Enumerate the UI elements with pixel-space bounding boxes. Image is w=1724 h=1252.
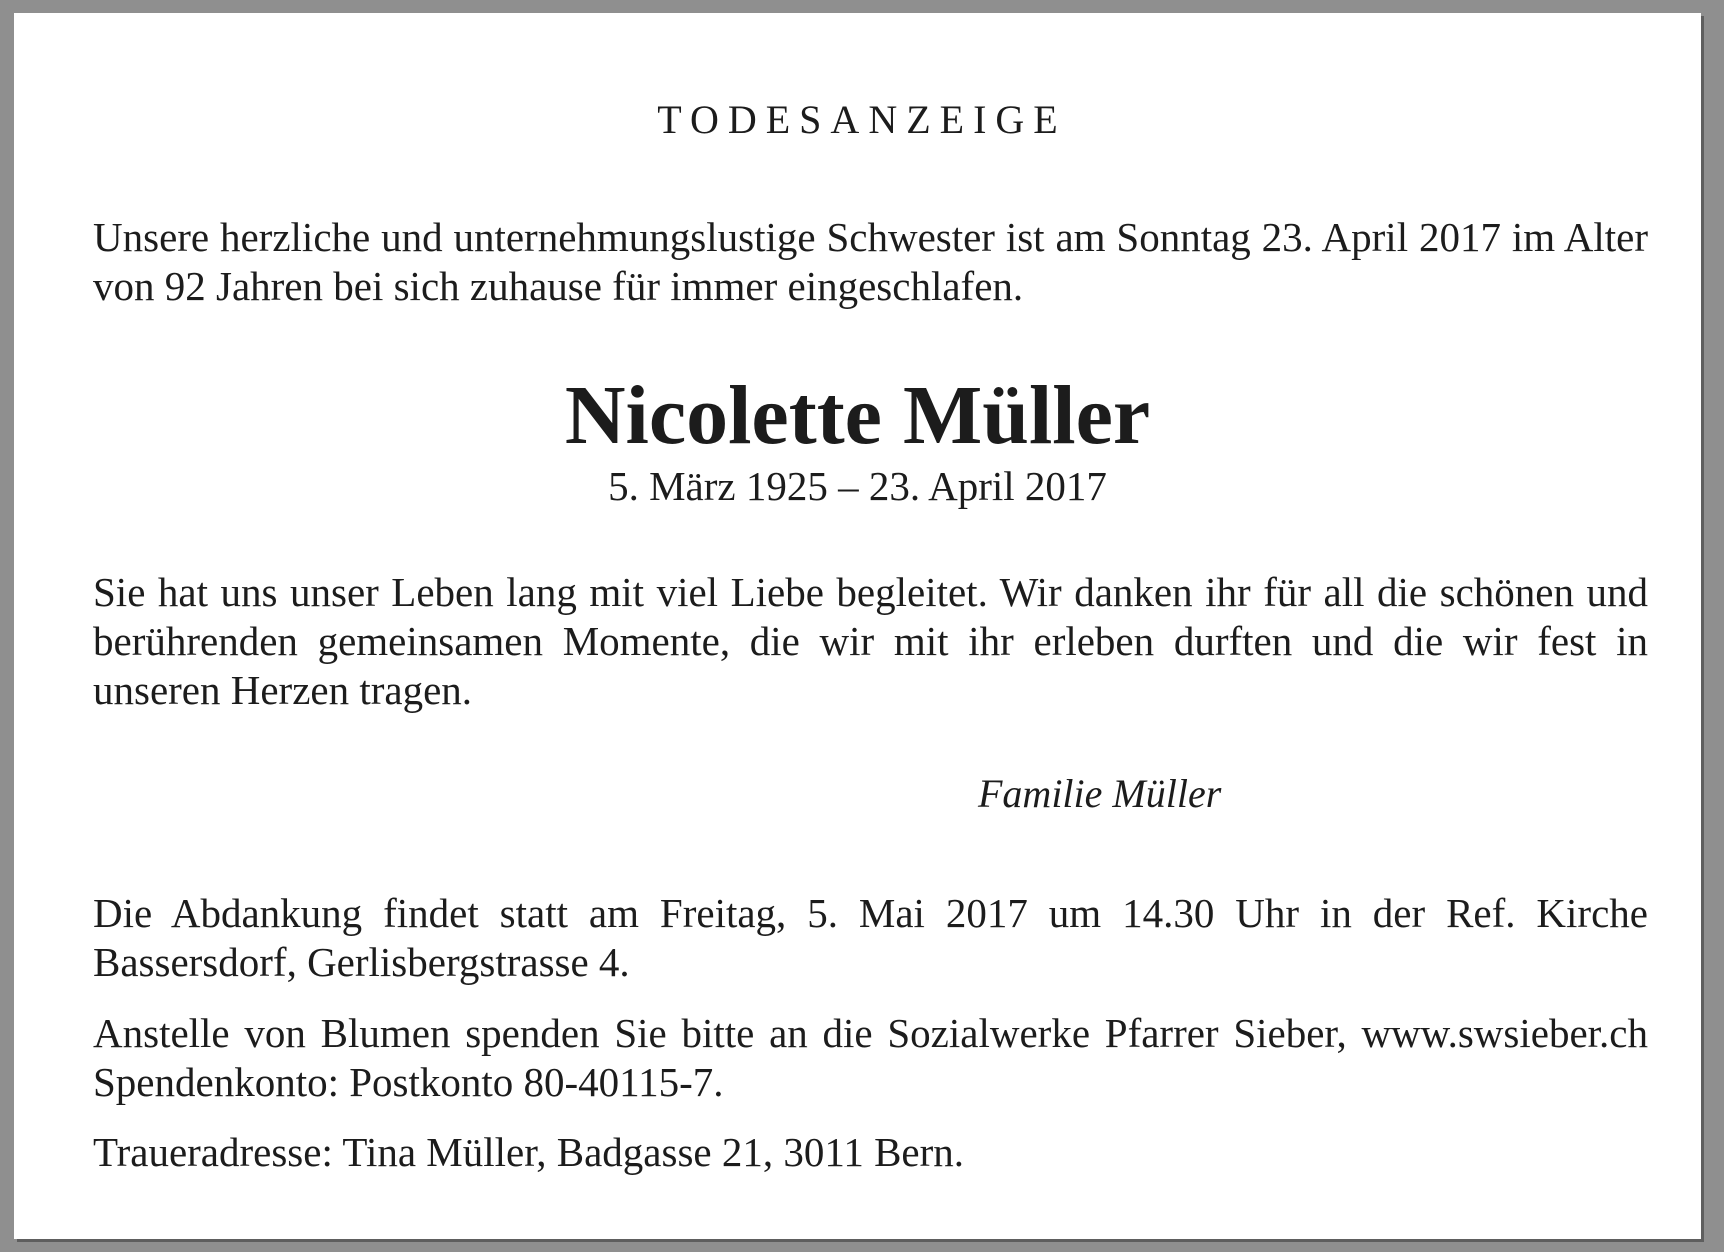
thanks-paragraph: Sie hat uns unser Leben lang mit viel Liebe begleitet. Wir danken ihr für all die schönen und berührenden gemeinsamen Momente, die wir mit ihr erleben durften und die wir fest in unseren Herzen tragen. (93, 569, 1648, 713)
life-dates: 5. März 1925 – 23. April 2017 (608, 463, 1107, 509)
donation-paragraph: Anstelle von Blumen spenden Sie bitte an die Sozialwerke Pfarrer Sieber, www.swsieber.ch Spendenkonto: Postkonto 80-40115-7. (93, 1010, 1648, 1105)
funeral-info-paragraph: Die Abdankung findet statt am Freitag, 5. Mai 2017 um 14.30 Uhr in der Ref. Kirche Bassersdorf, Gerlisbergstrasse 4. (93, 890, 1648, 985)
family-signature: Familie Müller (978, 771, 1222, 816)
deceased-name: Nicolette Müller (564, 369, 1151, 462)
obituary-notice (14, 13, 1701, 1239)
mourning-address: Traueradresse: Tina Müller, Badgasse 21, 3011 Bern. (93, 1129, 965, 1175)
intro-paragraph: Unsere herzliche und unternehmungslustige Schwester ist am Sonntag 23. April 2017 im Alter von 92 Jahren bei sich zuhause für immer eingeschlafen. (93, 214, 1648, 309)
notice-heading: TODESANZEIGE (657, 97, 1067, 142)
